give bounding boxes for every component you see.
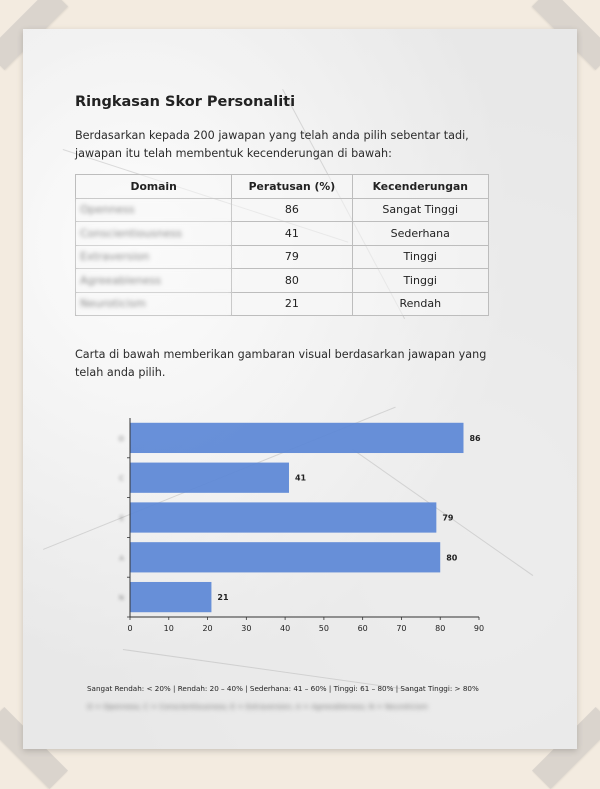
x-tick-label-60: 60 (357, 624, 368, 633)
chart-intro-paragraph: Carta di bawah memberikan gambaran visual berdasarkan jawapan yang telah anda pilih. (75, 348, 487, 379)
percent-cell: 80 (232, 269, 352, 293)
percent-cell: 21 (232, 292, 352, 316)
header-tendency: Kecenderungan (352, 175, 488, 199)
tendency-cell: Tinggi (352, 245, 488, 269)
domain-cell: Neuroticism (76, 292, 232, 316)
data-label-O: 86 (469, 433, 481, 443)
percent-cell: 41 (232, 222, 352, 246)
bar-A (130, 542, 440, 572)
bar-C (130, 463, 289, 493)
percent-cell: 86 (232, 198, 352, 222)
category-label-N: N (118, 594, 124, 603)
tendency-cell: Tinggi (352, 269, 488, 293)
x-tick-label-30: 30 (241, 624, 252, 633)
legend-blurred-text: O = Openness; C = Conscientiousness; E = Extraversion; A = Agreeableness; N = Neuroticism (87, 702, 428, 711)
x-tick-label-0: 0 (127, 624, 133, 633)
domain-cell: Extraversion (76, 245, 232, 269)
tendency-cell: Sangat Tinggi (352, 198, 488, 222)
tendency-cell: Rendah (352, 292, 488, 316)
x-tick-label-90: 90 (473, 624, 485, 633)
x-tick-label-10: 10 (163, 624, 174, 633)
percent-cell: 79 (232, 245, 352, 269)
data-label-C: 41 (294, 473, 307, 483)
bar-N (130, 582, 211, 612)
x-tick-label-20: 20 (202, 624, 213, 633)
legend-text: Sangat Rendah: < 20% | Rendah: 20 – 40% | Sederhana: 41 – 60% | Tinggi: 61 – 80% | Sangat Tinggi: > 80% (87, 684, 479, 693)
category-label-O: O (118, 434, 124, 443)
data-label-E: 79 (442, 513, 454, 523)
bar-O (130, 423, 463, 453)
intro-paragraph: Berdasarkan kepada 200 jawapan yang telah anda pilih sebentar tadi, jawapan itu telah membentuk kecenderungan di bawah: (75, 129, 469, 160)
category-label-A: A (119, 554, 124, 563)
x-tick-label-40: 40 (280, 624, 291, 633)
domain-cell: Conscientiousness (76, 222, 232, 246)
domain-cell: Agreeableness (76, 269, 232, 293)
domain-cell: Openness (76, 198, 232, 222)
x-tick-label-50: 50 (318, 624, 329, 633)
data-label-N: 21 (217, 593, 229, 603)
header-percentage: Peratusan (%) (232, 175, 352, 199)
document-title: Ringkasan Skor Personaliti (75, 94, 296, 110)
category-label-C: C (119, 474, 124, 483)
category-label-E: E (119, 514, 124, 523)
data-label-A: 80 (446, 553, 458, 563)
x-tick-label-70: 70 (396, 624, 407, 633)
bar-E (130, 502, 436, 532)
tendency-cell: Sederhana (352, 222, 488, 246)
header-domain: Domain (76, 175, 232, 199)
x-tick-label-80: 80 (435, 624, 446, 633)
